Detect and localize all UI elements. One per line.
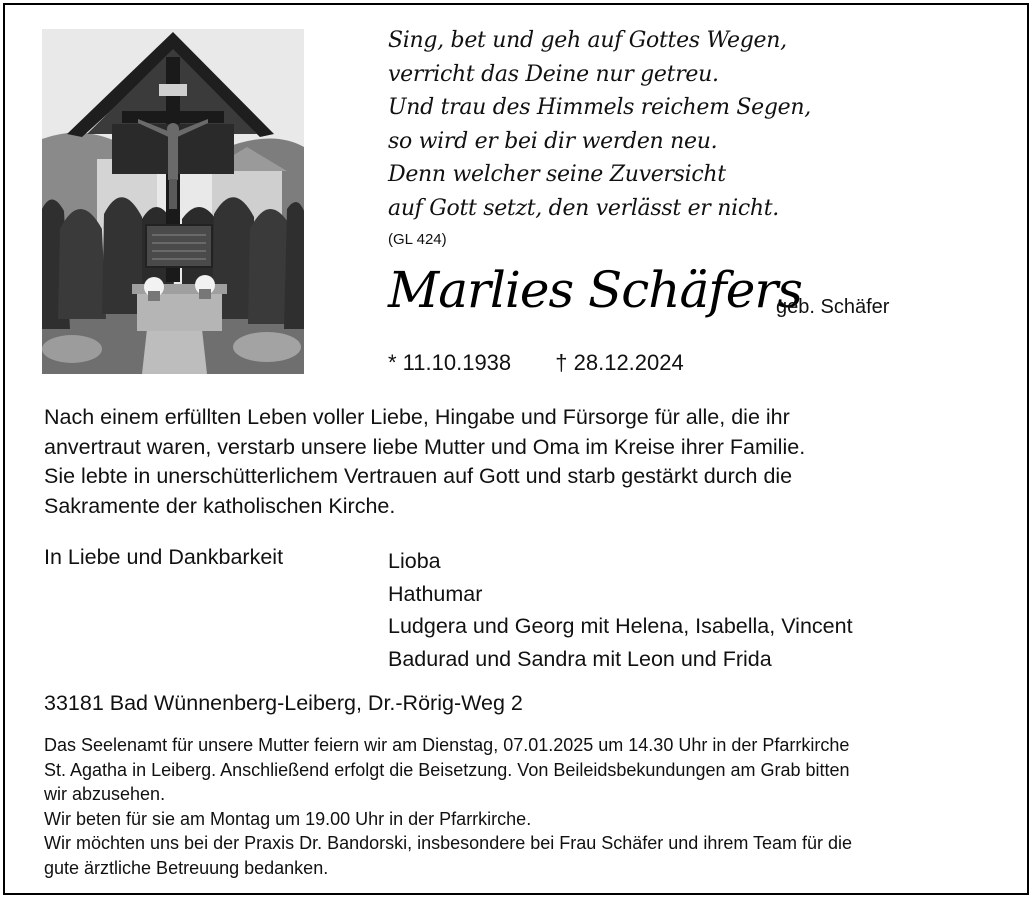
crucifix-photo [42,29,304,374]
text-line: Sakramente der katholischen Kirche. [44,493,396,518]
verse-line: so wird er bei dir werden neu. [388,128,718,154]
address: 33181 Bad Wünnenberg-Leiberg, Dr.-Rörig-Weg 2 [44,691,523,715]
verse-reference: (GL 424) [388,231,447,248]
mourner: Ludgera und Georg mit Helena, Isabella, Vincent [388,614,853,638]
verse-line: Denn welcher seine Zuversicht [388,162,726,187]
birth-date: * 11.10.1938 [388,350,512,375]
maiden-name: geb. Schäfer [776,296,890,318]
mourner: Hathumar [388,581,483,606]
deceased-name: Marlies Schäfers [388,261,802,319]
verse-line: Sing, bet und geh auf Gottes Wegen, [388,28,787,53]
obituary-text [44,403,1004,521]
verse [388,24,811,225]
notice-line: wir abzusehen. [44,784,166,804]
text-line: anvertraut waren, verstarb unsere liebe Mutter und Oma im Kreise ihrer Familie. [44,434,806,459]
notice-line: Wir möchten uns bei der Praxis Dr. Bandorski, insbesondere bei Frau Schäfer und ihrem Team für die [44,833,853,853]
verse-line: verricht das Deine nur getreu. [388,61,719,87]
mourner: Badurad und Sandra mit Leon und Frida [388,646,772,671]
text-line: Nach einem erfüllten Leben voller Liebe, Hingabe und Fürsorge für alle, die ihr [44,405,790,429]
verse-line: Und trau des Himmels reichem Segen, [388,95,811,120]
notice-line: St. Agatha in Leiberg. Anschließend erfolgt die Beisetzung. Von Beileidsbekundungen am Grab bitten [44,759,850,780]
life-dates [388,350,684,376]
notice-line: Wir beten für sie am Montag um 19.00 Uhr in der Pfarrkirche. [44,808,532,829]
verse-line: auf Gott setzt, den verlässt er nicht. [388,195,779,221]
text-line: Sie lebte in unerschütterlichem Vertrauen auf Gott und starb gestärkt durch die [44,464,793,488]
notice-line: Das Seelenamt für unsere Mutter feiern wir am Dienstag, 07.01.2025 um 14.30 Uhr in der Pfarrkirche [44,735,850,755]
service-notice [44,733,1004,880]
mourners-label: In Liebe und Dankbarkeit [44,545,284,569]
mourner: Lioba [388,549,441,573]
wayside-crucifix-icon [42,29,304,374]
mourners-list [388,545,853,675]
notice-line: gute ärztliche Betreuung bedanken. [44,857,329,878]
death-date: † 28.12.2024 [555,350,684,375]
